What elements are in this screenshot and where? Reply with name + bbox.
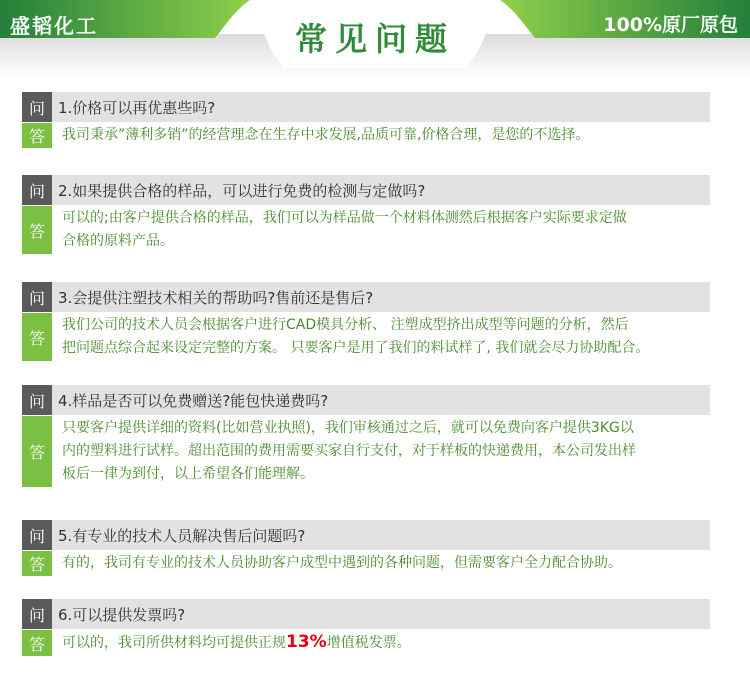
answer-text (52, 123, 589, 148)
answer-tag: 答 (22, 416, 52, 487)
answer-line: 可以的;由客户提供合格的样品，我们可以为样品做一个材料体测然后根据客户实际要求定做 (62, 210, 627, 226)
answer-text-start: 可以的，我司所供材料均可提供正规 (62, 635, 286, 651)
answer-row (22, 551, 710, 576)
question-text: 3.会提供注塑技术相关的帮助吗?售前还是售后? (58, 288, 374, 307)
answer-line: 板后一律为到付，以上希望各们能理解。 (62, 466, 314, 482)
answer-row (22, 206, 710, 254)
question-tag: 问 (22, 175, 52, 205)
question-row (22, 599, 710, 629)
question-text: 1.价格可以再优惠些吗? (58, 98, 216, 117)
answer-line: 只要客户提供详细的资料(比如营业执照)，我们审核通过之后，就可以免费向客户提供3KG以 (62, 420, 634, 436)
question-tag: 问 (22, 599, 52, 629)
answer-line: 内的塑料进行试样。超出范围的费用需要买家自行支付，对于样板的快递费用，本公司发出样 (62, 443, 636, 459)
faq-item-5 (22, 520, 710, 576)
answer-text (52, 551, 622, 576)
faq-item-4 (22, 385, 710, 487)
answer-row (22, 630, 710, 656)
question-tag: 问 (22, 520, 52, 550)
faq-item-1 (22, 92, 710, 148)
answer-text (52, 416, 636, 487)
answer-line: 有的，我司有专业的技术人员协助客户成型中遇到的各种问题，但需要客户全力配合协助。 (62, 555, 622, 571)
question-row (22, 175, 710, 205)
question-row (22, 385, 710, 415)
answer-line: 把问题点综合起来设定完整的方案。 只要客户是用了我们的料试样了, 我们就会尽力协助配合。 (62, 340, 650, 356)
question-row (22, 92, 710, 122)
question-text: 5.有专业的技术人员解决售后问题吗? (58, 526, 306, 545)
answer-text (52, 630, 411, 656)
answer-text (52, 206, 627, 254)
faq-item-2 (22, 175, 710, 254)
answer-line: 我司秉承”薄利多销”的经营理念在生存中求发展,品质可靠,价格合理，是您的不选择。 (62, 127, 590, 143)
answer-line: 合格的原料产品。 (62, 233, 174, 249)
question-text: 6.可以提供发票吗? (58, 605, 186, 624)
answer-row (22, 416, 710, 487)
answer-tag: 答 (22, 551, 52, 576)
question-text: 2.如果提供合格的样品，可以进行免费的检测与定做吗? (58, 181, 426, 200)
page-title: 常见问题 (294, 20, 455, 58)
question-row (22, 282, 710, 312)
question-tag: 问 (22, 92, 52, 122)
header-banner (0, 0, 750, 78)
answer-text-end: 增值税发票。 (326, 635, 411, 651)
answer-line: 我们公司的技术人员会根据客户进行CAD模具分析、 注塑成型挤出成型等问题的分析，然后 (62, 317, 629, 333)
answer-row (22, 123, 710, 148)
tax-rate-highlight: 13% (286, 632, 327, 652)
question-tag: 问 (22, 282, 52, 312)
question-text: 4.样品是否可以免费赠送?能包快递费吗? (58, 391, 329, 410)
answer-text (52, 313, 649, 361)
question-row (22, 520, 710, 550)
tagline: 100%原厂原包 (603, 14, 738, 36)
answer-tag: 答 (22, 206, 52, 254)
question-tag: 问 (22, 385, 52, 415)
answer-tag: 答 (22, 123, 52, 148)
faq-item-3 (22, 282, 710, 361)
answer-tag: 答 (22, 313, 52, 361)
brand-name: 盛韬化工 (10, 14, 98, 38)
answer-row (22, 313, 710, 361)
faq-item-6 (22, 599, 710, 656)
answer-tag: 答 (22, 630, 52, 656)
